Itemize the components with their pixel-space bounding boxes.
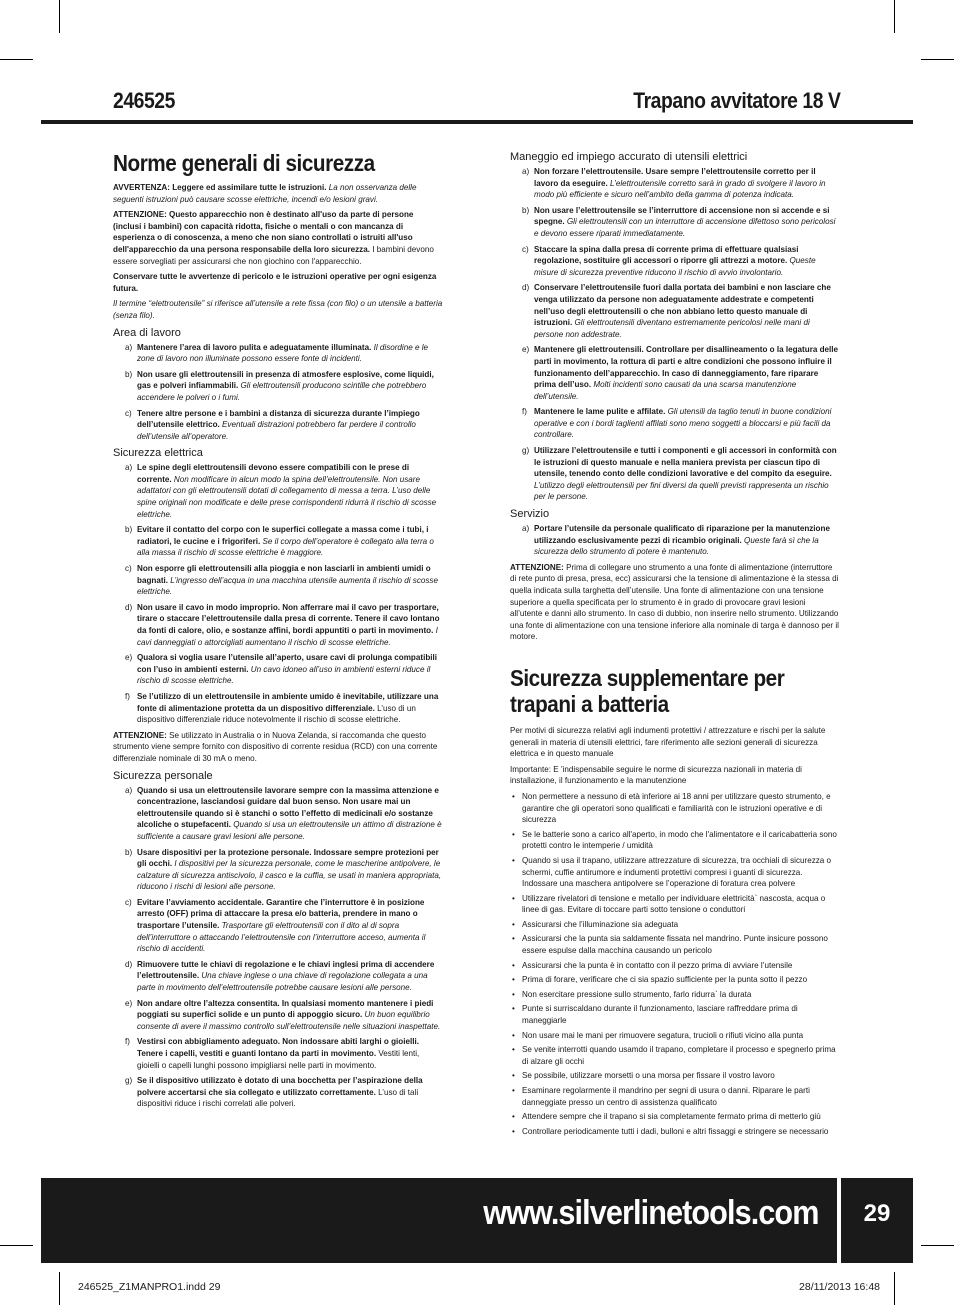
item-text: Queste farà sì che la sicurezza dello strumento di potere è mantenuto. <box>534 535 819 557</box>
list-item <box>113 847 443 893</box>
rcd-text: Se utilizzato in Australia o in Nuova Zelanda, si raccomanda che questo strumento viene sempre fornito con dispositivo di corrente residua (RCD) con una corrente differenziale nominale di 30 mA o meno. <box>113 730 438 763</box>
bullet-item: • Esaminare regolarmente il mandrino per segni di usura o danni. Riparare le parti danneggiate presso un centro di assistenza qualificato <box>510 1085 840 1108</box>
term-note <box>113 298 443 321</box>
warning-text: La non osservanza delle seguenti istruzioni può causare scosse elettriche, incendi e/o lesioni gravi. <box>113 183 417 204</box>
bullet-item: • Attendere sempre che il trapano si sia completamente fermato prima di metterlo giù <box>510 1111 840 1123</box>
item-text: Gli utensili da taglio tenuti in buone condizioni operative e con i bordi taglienti affilati sono meno soggetti a bloccarsi e più facili da controllare. <box>534 407 832 440</box>
item-text: Vestiti lenti, gioielli o capelli lunghi possono impigliarsi nelle parti in movimento. <box>137 1049 420 1070</box>
item-letter: e) <box>125 998 133 1008</box>
crop-mark <box>921 59 954 60</box>
item-bold: Non forzare l’elettroutensile. Usare sempre l’elettroutensile corretto per il lavoro da eseguire. <box>534 167 816 188</box>
file-slug: 246525_Z1MANPRO1.indd 29 <box>78 1281 221 1293</box>
subheading-service: Servizio <box>510 508 550 521</box>
list-item <box>510 244 840 279</box>
list-item <box>510 406 840 441</box>
list-item <box>113 462 443 520</box>
header-rule <box>41 120 913 124</box>
attention-paragraph <box>113 209 443 267</box>
item-text: Gli elettroutensili con un interruttore di accensione difettoso sono pericolosi e devono essere riparati immediatamente. <box>534 217 836 238</box>
bullet-item: • Non esercitare pressione sullo strumento, farlo ridurra` la durata <box>510 989 840 1001</box>
list-item <box>510 344 840 402</box>
keep-warnings <box>113 271 443 294</box>
right-column <box>510 150 840 1140</box>
item-bold: Tenere altre persone e i bambini a distanza di sicurezza durante l’impiego dell’utensile elettrico. <box>137 408 420 430</box>
caution-paragraph <box>510 562 840 643</box>
list-item <box>113 602 443 648</box>
item-bold: Le spine degli elettroutensili devono essere compatibili con le prese di corrente. <box>137 463 410 484</box>
item-text: Una chiave inglese o una chiave di regolazione collegata a una parte in movimento dell’elettroutensile potrebbe causare lesioni alle persone. <box>137 971 428 993</box>
item-letter: e) <box>125 653 133 663</box>
caution-text: Prima di collegare uno strumento a una fonte di alimentazione (interruttore di rete punto di presa, presa, ecc) assicurarsi che la tensione di alimentazione è la stessa di quella indicata sulla targhetta dell’utensile. Una fonte di alimentazione con una tensione superiore a quella specificata per lo strumento è in grado di provocare gravi lesioni all’utente e danni allo strumento. In caso di dubbio, non inserire nello strumento. Utilizzando una fonte di alimentazione con una tensione inferiore alla nominale di targa è dannoso per il motore. <box>510 562 839 642</box>
crop-mark <box>59 1272 60 1305</box>
item-bold: Se il dispositivo utilizzato è dotato di una bocchetta per l’aspirazione della polvere accertarsi che sia collegato e utilizzato correttamente. <box>137 1076 423 1097</box>
item-bold: Non andare oltre l’altezza consentita. In qualsiasi momento mantenere i piedi poggiati su superfici solide e un punto di appoggio sicuro. <box>137 998 434 1020</box>
item-bold: Staccare la spina dalla presa di corrente prima di effettuare qualsiasi regolazione, sostituire gli accessori o riporre gli attrezzi a motore. <box>534 244 799 266</box>
item-letter: g) <box>522 446 530 456</box>
bullet-item: • Assicurarsi che l’illuminazione sia adeguata <box>510 919 840 931</box>
list-item <box>113 342 443 365</box>
warning-paragraph <box>113 182 443 205</box>
item-bold: Non esporre gli elettroutensili alla pioggia e non lasciarli in ambienti umidi o bagnati. <box>137 564 431 585</box>
page-number: 29 <box>841 1178 913 1263</box>
item-text: Non modificare in alcun modo la spina dell’elettroutensile. Non usare adattatori con gli elettroutensili dotati di collegamento di messa a terra. L’uso delle spine originali non modificate e delle prese corrispondenti ridurrà il rischio di scosse elettriche. <box>137 474 437 519</box>
item-letter: c) <box>522 244 529 254</box>
attention-text: I bambini devono essere sorvegliati per assicurarsi che non giochino con l'apparecchio. <box>113 244 434 266</box>
crop-mark <box>0 1245 33 1246</box>
item-text: I cavi danneggiati o attorcigliati aumentano il rischio di scosse elettriche. <box>137 626 438 647</box>
item-text: L’elettroutensile corretto sarà in grado di svolgere il lavoro in modo più efficiente e sicuro nell’ambito della gamma di potenza indicata. <box>534 178 826 200</box>
section-title: Norme generali di sicurezza <box>113 150 375 176</box>
supplementary-title-line1: Sicurezza supplementare per <box>510 664 785 691</box>
supplementary-important: Importante: E ’indispensabile seguire le norme di sicurezza nazionali in materia di installazione, il funzionamento e la manutenzione <box>510 764 802 786</box>
bullet-item: • Non permettere a nessuno di età inferiore ai 18 anni per utilizzare questo strumento, e garantire che gli operatori sono qualificati e familiarità con le istruzioni operative e di sicurezza <box>510 791 840 826</box>
date-slug: 28/11/2013 16:48 <box>799 1281 880 1293</box>
item-bold: Mantenere gli elettroutensili. Controllare per disallineamento o la legatura delle parti in movimento, la rottura di parti e altre condizioni che possono influire il funzionamento dell’apparecchio. In caso di danneggiamento, fare riparare prima dell’uso. <box>534 345 839 390</box>
item-text: Un cavo idoneo all’uso in ambienti esterni riduce il rischio di scosse elettriche. <box>137 664 431 686</box>
list-item <box>113 408 443 443</box>
supplementary-intro: Per motivi di sicurezza relativi agli indumenti protettivi / attrezzature e rischi per la salute generali in materia di utensili elettrici, fare riferimento alle sezioni generali di sicurezza elettrica e in questo manuale <box>510 725 826 759</box>
crop-mark <box>59 0 60 33</box>
item-text: Gli elettroutensili diventano estremamente pericolosi nelle mani di persone non addestrate. <box>534 318 810 339</box>
item-letter: g) <box>125 1076 133 1086</box>
item-text: Gli elettroutensili producono scintille che potrebbero accendere le polveri o i fumi. <box>137 381 427 402</box>
website-link[interactable]: www.silverlinetools.com <box>483 1194 819 1232</box>
electrical-list <box>113 462 443 725</box>
crop-mark <box>894 0 895 33</box>
product-code: 246525 <box>113 88 175 113</box>
crop-mark <box>894 1272 895 1305</box>
caution-bold: ATTENZIONE: <box>510 562 564 572</box>
service-list <box>510 523 840 558</box>
bullet-item: • Controllare periodicamente tutti i dadi, bulloni e altri fissaggi e stringere se necessario <box>510 1126 840 1138</box>
item-text: Se il corpo dell’operatore è collegato alla terra o alla massa il rischio di scosse elettriche è maggiore. <box>137 536 434 558</box>
item-bold: Quando si usa un elettroutensile lavorare sempre con la massima attenzione e concentrazione, lasciandosi guidare dal buon senso. Non usare mai un elettroutensile quando si è stanchi o sotto l’effetto di medicinali e/o sostanze alcoliche o stupefacenti. <box>137 785 439 830</box>
item-bold: Non usare il cavo in modo improprio. Non afferrare mai il cavo per trasportare, tirare o staccare l’elettroutensile dalla presa di corrente. Tenere il cavo lontano da fonti di calore, olio, e sostanze affini, bordi appuntiti o parti in movimento. <box>137 602 440 635</box>
item-bold: Mantenere le lame pulite e affilate. <box>534 407 666 417</box>
list-item <box>510 166 840 201</box>
bullet-item: • Assicurarsi che la punta sia saldamente fissata nel mandrino. Punte insicure possono essere espulse dalla macchina causando un pericolo <box>510 933 840 956</box>
item-bold: Usare dispositivi per la protezione personale. Indossare sempre protezioni per gli occhi. <box>137 847 439 869</box>
item-bold: Qualora si voglia usare l’utensile all’aperto, usare cavi di prolunga compatibili con l’uso in ambienti esterni. <box>137 653 438 674</box>
item-letter: d) <box>125 602 133 612</box>
item-bold: Evitare il contatto del corpo con le superfici collegate a massa come i tubi, i radiatori, le cucine e i frigoriferi. <box>137 525 429 546</box>
handling-list <box>510 166 840 503</box>
item-text: Il disordine e le zone di lavoro non illuminate possono essere fonte di incidenti. <box>137 342 429 364</box>
item-bold: Conservare l’elettroutensile fuori dalla portata dei bambini e non lasciare che venga utilizzato da persone non adeguatamente addestrate e competenti nell’uso degli elettroutensili o che non abbiano letto questo manuale di istruzioni. <box>534 283 831 328</box>
item-letter: a) <box>125 342 133 352</box>
item-letter: b) <box>522 205 530 215</box>
personal-list <box>113 785 443 1110</box>
bullet-item: • Assicurarsi che la punta è in contatto con il pezzo prima di avviare l’utensile <box>510 960 840 972</box>
rcd-bold: ATTENZIONE: <box>113 730 167 740</box>
item-letter: c) <box>125 564 132 574</box>
item-letter: a) <box>125 463 133 473</box>
item-bold: Vestirsi con abbigliamento adeguato. Non indossare abiti larghi o gioielli. Tenere i capelli, vestiti e guanti lontano da parti in movimento. <box>137 1037 419 1058</box>
item-bold: Portare l’utensile da personale qualificato di riparazione per la manutenzione utilizzando esclusivamente pezzi di ricambio originali. <box>534 524 830 545</box>
list-item <box>113 785 443 843</box>
bullet-item: • Quando si usa il trapano, utilizzare attrezzature di sicurezza, tra occhiali di sicurezza o schermi, cuffie antirumore e indumenti protettivi compresi i guanti di sicurezza. Indossare una maschera antipolvere se l’operazione di foratura crea polvere <box>510 855 840 890</box>
item-letter: f) <box>125 1037 130 1047</box>
footer-bar <box>41 1178 837 1263</box>
item-text: L’utilizzo degli elettroutensili per fini diversi da quelli previsti rappresenta un rischio per le persone. <box>534 480 829 502</box>
item-letter: b) <box>125 847 133 857</box>
list-item <box>510 523 840 558</box>
attention-bold: ATTENZIONE: Questo apparecchio non è destinato all'uso da parte di persone (inclusi i bambini) con capacità ridotta, fisiche o mentali o con mancanza di esperienza o di conoscenza, a meno che non siano controllati o istruiti all'uso dell'apparecchio da una persona responsabile della loro sicurezza. <box>113 210 414 254</box>
item-text: L’uso di tali dispositivi riduce i rischi correlati alle polveri. <box>137 1087 419 1109</box>
keep-warnings-text: Conservare tutte le avvertenze di pericolo e le istruzioni operative per ogni esigenza futura. <box>113 272 437 293</box>
bullet-item: • Punte si surriscaldano durante il funzionamento, lasciare raffreddare prima di maneggiarle <box>510 1003 840 1026</box>
item-bold: Rimuovere tutte le chiavi di regolazione e le chiavi inglesi prima di accendere l’elettroutensile. <box>137 959 435 981</box>
item-text: Un buon equilibrio consente di avere il massimo controllo sull’elettroutensile nelle situazioni inaspettate. <box>137 1010 441 1031</box>
crop-mark <box>0 59 33 60</box>
left-column <box>113 150 443 1114</box>
item-letter: a) <box>125 785 133 795</box>
list-item <box>510 445 840 503</box>
item-letter: d) <box>125 959 133 969</box>
list-item <box>113 524 443 559</box>
item-letter: c) <box>125 408 132 418</box>
bullet-item: • Prima di forare, verificare che ci sia spazio sufficiente per la punta sotto il pezzo <box>510 974 840 986</box>
list-item <box>113 1075 443 1110</box>
item-bold: Non usare gli elettroutensili in presenza di atmosfere esplosive, come liquidi, gas e polveri infiammabili. <box>137 369 434 391</box>
list-item <box>510 282 840 340</box>
item-text: L’ingresso dell’acqua in una macchina utensile aumenta il rischio di scosse elettriche. <box>137 575 438 597</box>
warning-label: AVVERTENZA: Leggere ed assimilare tutte le istruzioni. <box>113 183 327 192</box>
item-letter: b) <box>125 369 133 379</box>
item-text: Quando si usa un elettroutensile un attimo di distrazione è sufficiente a causare gravi lesioni alle persone. <box>137 820 442 841</box>
item-letter: e) <box>522 345 530 355</box>
supplementary-title-line2: trapani a batteria <box>510 690 669 717</box>
item-text: Queste misure di sicurezza preventive riducono il rischio di avvio involontario. <box>534 256 816 277</box>
crop-mark <box>921 1245 954 1246</box>
item-letter: a) <box>522 167 530 176</box>
item-letter: d) <box>522 283 530 293</box>
item-text: Molti incidenti sono causati da una scarsa manutenzione dell’utensile. <box>534 380 797 401</box>
product-title: Trapano avvitatore 18 V <box>632 88 840 113</box>
list-item <box>113 369 443 404</box>
item-bold: Non usare l’elettroutensile se l’interruttore di accensione non si accende e si spegne. <box>534 205 830 227</box>
item-letter: f) <box>522 407 527 417</box>
item-text: Trasportare gli elettroutensili con il dito al di sopra dell’interruttore o attaccando l’elettroutensile con l’interruttore acceso, aumenta il rischio di accidenti. <box>137 921 426 954</box>
bullet-item: • Non usare mai le mani per rimuovere segatura, trucioli o rifiuti vicino alla punta <box>510 1030 840 1042</box>
supplementary-bullets <box>510 791 840 1137</box>
item-letter: a) <box>522 524 530 534</box>
subheading-area: Area di lavoro <box>113 326 181 339</box>
bullet-item: • Se possibile, utilizzare morsetti o una morsa per fissare il vostro lavoro <box>510 1070 840 1082</box>
list-item <box>113 959 443 994</box>
item-text: I dispositivi per la sicurezza personale, come le mascherine antipolvere, le calzature di sicurezza antiscivolo, il casco e la cuffia, se usati in maniera appropriata, riducono i rischi di lesioni alle persone. <box>137 859 442 892</box>
term-note-text: Il termine “elettroutensile” si riferisce all’utensile a rete fissa (con filo) o un utensile a batteria (senza filo). <box>113 299 443 320</box>
item-bold: Evitare l’avviamento accidentale. Garantire che l’interruttore è in posizione arresto (OFF) prima di attaccare la presa e/o batteria, prendere in mano o trasportare l’utensile. <box>137 897 425 931</box>
bullet-item: • Utilizzare rivelatori di tensione e metallo per individuare elettricità` nascosta, acqua o linee di gas. Evitare di toccare parti sotto tensione o conduttori <box>510 893 840 916</box>
list-item <box>113 998 443 1033</box>
supplementary-title <box>510 665 807 717</box>
bullet-item: • Se venite interrotti quando usamdo il trapano, completare il processo e spegnerlo prima di alzare gli occhi <box>510 1044 840 1067</box>
list-item <box>113 563 443 598</box>
item-text: L’uso di un dispositivo differenziale riduce notevolmente il rischio di scosse elettriche. <box>137 703 416 725</box>
item-letter: b) <box>125 525 133 535</box>
subheading-electrical: Sicurezza elettrica <box>113 447 203 460</box>
item-letter: f) <box>125 691 130 701</box>
list-item <box>113 691 443 726</box>
item-bold: Utilizzare l’elettroutensile e tutti i componenti e gli accessori in conformità con le istruzioni di questo manuale e nella maniera prevista per ciascun tipo di utensile, tenendo conto delle condizioni lavorative e del compito da eseguire. <box>534 446 837 479</box>
bullet-item: • Se le batterie sono a carico all'aperto, in modo che l'alimentatore e il caricabatteria sono protetti contro le intemperie / umidità <box>510 829 840 852</box>
item-letter: c) <box>125 897 132 907</box>
subheading-handling: Maneggio ed impiego accurato di utensili elettrici <box>510 151 748 163</box>
list-item <box>113 652 443 687</box>
item-bold: Se l’utilizzo di un elettroutensile in ambiente umido è inevitabile, utilizzare una fonte di alimentazione protetta da un dispositivo differenziale. <box>137 691 439 713</box>
list-item <box>510 205 840 240</box>
item-text: Eventuali distrazioni potrebbero far perdere il controllo dell’utensile all’operatore. <box>137 420 416 441</box>
list-item <box>113 897 443 955</box>
subheading-personal: Sicurezza personale <box>113 769 213 782</box>
item-bold: Mantenere l’area di lavoro pulita e adeguatamente illuminata. <box>137 342 372 352</box>
rcd-paragraph <box>113 730 443 765</box>
area-list <box>113 342 443 443</box>
list-item <box>113 1036 443 1071</box>
